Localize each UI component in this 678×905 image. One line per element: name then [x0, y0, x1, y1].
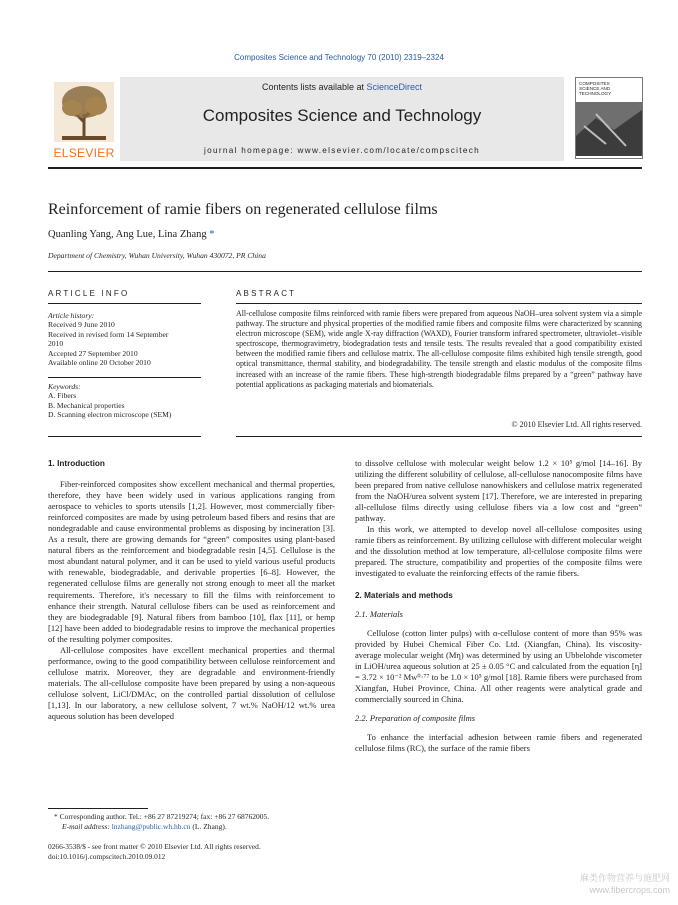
- author-list: [48, 229, 215, 240]
- journal-reference[interactable]: Composites Science and Technology 70 (2010) 2319–2324: [234, 53, 444, 62]
- keywords-label: Keywords:: [48, 382, 81, 391]
- keywords: [48, 382, 198, 420]
- abstract-text: All-cellulose composite films reinforced with ramie fibers were prepared from aqueous NaOH–urea solvent system via a simple pathway. The structure and physical properties of the modified ramie fibers and composite films were characterized by scanning electron microscope (SEM), wide angle X-ray diffraction (WAXD), Fourier transform infrared spectrometer, ultraviolet–visible spectroscope, thermogravimetry, biodegradation tests and tensile tests. The results revealed that a good compatibility existed between the modified ramie fibers and cellulose matrix. The all-cellulose composite films exhibited high tensile strength, good optical transmittance, thermal stability, and biodegradability. The tensile strength and elastic modulus of the composite films increased with an increase of the ramie fibers. These high-strength biodegradable films prepared by a “green” pathway have potential applications as packaging materials and biomaterials.: [236, 309, 642, 389]
- paragraph: In this work, we attempted to develop novel all-cellulose composites using ramie fibers as reinforcement. By utilizing cellulose with different molecular weight and the dissolution method at low temperature, all-cellulose composite films were prepared. The structure, compatibility and properties of the composite films were investigated to evaluate the reinforcing effects of the ramie fibers.: [355, 524, 642, 579]
- divider: [48, 271, 642, 272]
- divider: [236, 303, 642, 304]
- journal-cover-thumbnail: [575, 77, 643, 159]
- contents-line: [120, 82, 564, 92]
- watermark-line: 麻类作物营养与施肥网: [579, 873, 670, 883]
- keyword: B. Mechanical properties: [48, 400, 125, 410]
- footnotes: [48, 812, 335, 831]
- affiliation: Department of Chemistry, Wuhan University, Wuhan 430072, PR China: [48, 251, 266, 260]
- abstract-copyright: © 2010 Elsevier Ltd. All rights reserved.: [511, 420, 642, 429]
- article-info-heading: ARTICLE INFO: [48, 289, 130, 298]
- article-history: [48, 311, 198, 367]
- footnote-rule: [48, 808, 148, 809]
- journal-homepage[interactable]: journal homepage: www.elsevier.com/locate/compscitech: [204, 146, 480, 155]
- author-names: Quanling Yang, Ang Lue, Lina Zhang: [48, 229, 207, 240]
- corresponding-author-marker[interactable]: *: [206, 229, 215, 240]
- cover-title-line: TECHNOLOGY: [579, 91, 612, 96]
- paragraph: to dissolve cellulose with molecular weight below 1.2 × 10⁵ g/mol [14–16]. By utilizing the different solubility of cellulose, all-cellulose nanocomposite films have been prepared from native cellulose nanowhiskers and cellulose matrix regenerated from the NaOH/urea solvent system [17]. Therefore, we are interested in preparing all-cellulose films directly using cellulose fibers via a low cost and “green” pathway.: [355, 458, 642, 524]
- site-watermark: [530, 872, 670, 896]
- history-entry: 2010: [48, 339, 64, 349]
- history-entry: Available online 20 October 2010: [48, 358, 151, 368]
- divider: [48, 377, 201, 378]
- abstract-heading: ABSTRACT: [236, 289, 297, 298]
- history-entry: Received in revised form 14 September: [48, 329, 169, 339]
- watermark-line: www.fibercrops.com: [589, 885, 670, 895]
- contents-prefix: Contents lists available at: [261, 82, 367, 92]
- doi-link[interactable]: doi:10.1016/j.compscitech.2010.09.012: [48, 851, 166, 861]
- sciencedirect-link[interactable]: ScienceDirect: [366, 82, 423, 92]
- divider: [48, 303, 201, 304]
- section-heading-introduction: 1. Introduction: [48, 459, 105, 468]
- email-suffix: (L. Zhang).: [190, 821, 227, 831]
- subsection-heading-materials: 2.1. Materials: [355, 608, 403, 619]
- body-left-column: [48, 458, 335, 722]
- divider: [48, 436, 201, 437]
- cover-title-line: COMPOSITES: [579, 81, 610, 86]
- elsevier-wordmark: ELSEVIER: [53, 146, 115, 160]
- journal-name: Composites Science and Technology: [202, 106, 482, 125]
- cover-image: [576, 96, 642, 156]
- email-note: [48, 822, 335, 832]
- paper-title: Reinforcement of ramie fibers on regenerated cellulose films: [48, 201, 438, 218]
- paragraph: To enhance the interfacial adhesion between ramie fibers and regenerated cellulose films (RC), the surface of the ramie fibers: [355, 731, 642, 754]
- keyword: A. Fibers: [48, 391, 77, 401]
- email-label: E-mail address:: [62, 821, 112, 831]
- history-entry: Received 9 June 2010: [48, 320, 115, 330]
- keyword: D. Scanning electron microscope (SEM): [48, 410, 172, 420]
- paragraph: Cellulose (cotton linter pulps) with α-cellulose content of more than 95% was provided by Hubei Chemical Fiber Co. Ltd. (Xiangfan, China). Its viscosity-average molecular weight (Mη) was determined by using an Ubbelohde viscometer in LiOH/urea aqueous solution at 25 ± 0.05 °C and calculated from the equation [η] = 3.72 × 10⁻² Mw⁰·⁷⁷ to be 1.0 × 10⁵ g/mol [18]. Ramie fibers were purchased from Xiangfan, Hubei Province, China. All other reagents were analytical grade and commercially sourced in China.: [355, 627, 642, 704]
- email-link[interactable]: lnzhang@public.wh.hb.cn: [111, 821, 191, 831]
- issn-line: 0266-3538/$ - see front matter © 2010 Elsevier Ltd. All rights reserved.: [48, 842, 261, 851]
- subsection-heading-preparation: 2.2. Preparation of composite films: [355, 712, 476, 723]
- paragraph: All-cellulose composites have excellent mechanical properties and thermal performance, owing to the good compatibility between cellulose reinforcement and cellulose matrix. Moreover, they are degradable and environment-friendly materials. The all-cellulose composite have been prepared by using a non-aqueous cellulose solvent, LiCl/DMAc, on the controlled partial dissolution of cellulose [1,13]. In our laboratory, a new cellulose solvent, 7 wt.% NaOH/12 wt.% urea aqueous solution has been developed: [48, 644, 335, 722]
- paragraph: Fiber-reinforced composites show excellent mechanical and thermal properties, therefore, they have been widely used in various applications ranging from aerospace to vehicles to sports utensils [1,2]. However, most commercially fiber-reinforced composites are made by using petroleum based fibers and resins that are nondegradable and cause environmental problems as disposing by incineration [3]. As a result, there are growing demands for “green” composites using plant-based natural fibers as the reinforcement and biodegradable resin [4,5]. Cellulose is the most abundant natural polymer, and it can be used to yield various useful products with renewable, biodegradable, and derivable properties [6–8]. However, the regenerated cellulose films are generally not strong enough to meet all the market requirements. Therefore, it's necessary to fill the films with reinforcement to enhance their strength. Natural cellulose fibers can be used as reinforcement and they are biodegradable [9]. Natural fibers from bamboo [10], flax [11], or hemp [12] have been added to biodegradable resins to improve the mechanical properties of the resulting polymer composites.: [48, 479, 335, 644]
- section-heading-methods: 2. Materials and methods: [355, 590, 453, 600]
- divider: [236, 436, 642, 437]
- history-label: Article history:: [48, 311, 95, 320]
- body-right-column: [355, 458, 642, 754]
- front-matter: [48, 842, 335, 861]
- journal-header-banner: [120, 77, 564, 161]
- history-entry: Accepted 27 September 2010: [48, 348, 138, 358]
- header-rule: [48, 167, 642, 169]
- corresponding-author-note: * Corresponding author. Tel.: +86 27 87219274; fax: +86 27 68762005.: [54, 812, 270, 821]
- cover-title-line: SCIENCE AND: [579, 86, 611, 91]
